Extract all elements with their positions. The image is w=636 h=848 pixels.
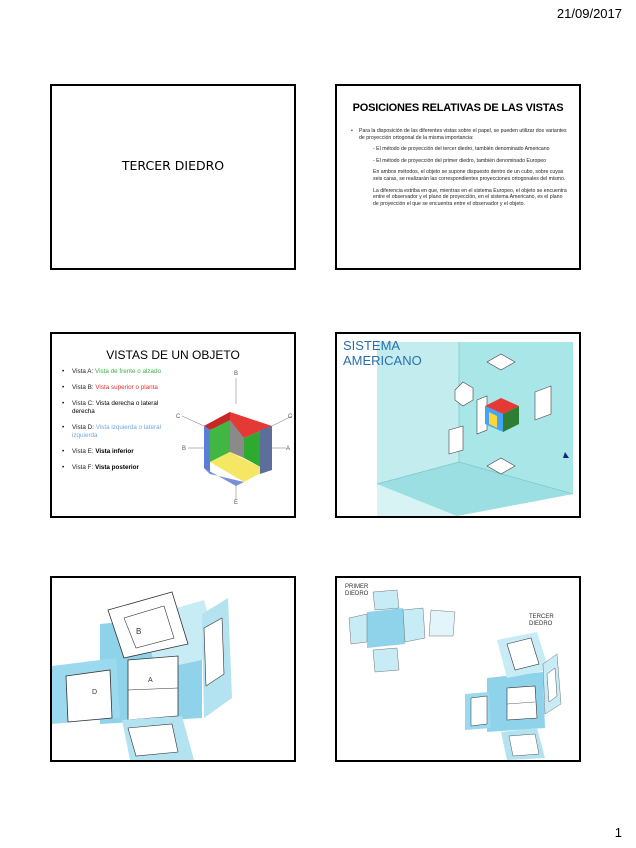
figure-label-b: B <box>234 371 239 377</box>
slide-5[interactable] <box>50 576 296 762</box>
figure-label-d: B <box>182 446 187 452</box>
slide-2[interactable] <box>335 84 581 270</box>
figure-label-e: E <box>234 500 239 504</box>
slide-4[interactable] <box>335 332 581 518</box>
slide-1-title: TERCER DIEDRO <box>121 158 225 173</box>
view-label-b: B <box>136 627 142 636</box>
view-item-b: • Vista B: Vista superior o planta <box>62 384 174 392</box>
view-item-c: • Vista C: Vista derecha o lateral derecha <box>62 400 174 416</box>
object-views-figure <box>174 364 294 504</box>
page-number: 1 <box>614 825 622 840</box>
figure-label-c: C <box>176 414 181 420</box>
unfolded-cube-figure <box>52 578 294 760</box>
slide-2-body <box>351 128 567 212</box>
slide-3[interactable] <box>50 332 296 518</box>
slide-2-paragraph: La diferencia estriba en que, mientras en el sistema Europeo, el objeto se encuentra entre el observador y el plano de proyección, en el sistema Americano, es el plano de proyección el que se encuentra entre el observador y el objeto. <box>373 187 567 207</box>
figure-label-c2: C <box>288 414 293 420</box>
figure-label-a: A <box>286 446 291 452</box>
slide-2-paragraph: - El método de proyección del tercer diedro, también denominado Americano <box>373 146 550 153</box>
view-item-f: • Vista F: Vista posterior <box>62 464 174 472</box>
slide-2-title: POSICIONES RELATIVAS DE LAS VISTAS <box>352 102 564 114</box>
view-item-a: • Vista A: Vista de frente o alzado <box>62 368 174 376</box>
print-date: 21/09/2017 <box>556 6 622 21</box>
slide-3-title: VISTAS DE UN OBJETO <box>106 348 240 362</box>
slide-6[interactable] <box>335 576 581 762</box>
view-label-a: A <box>148 677 153 684</box>
slide-2-paragraph: - El método de proyección del primer diedro, también denominado Europeo <box>373 157 547 164</box>
first-dihedral-label: PRIMER DIEDRO <box>345 584 369 597</box>
slide-4-title: SISTEMA AMERICANO <box>343 338 422 368</box>
slide-2-paragraph: • Para la disposición de las diferentes vistas sobre el papel, se pueden utilizar dos variantes de proyección ortogonal de la misma importancia: <box>351 128 567 141</box>
view-label-d: D <box>92 689 98 696</box>
third-dihedral-label: TERCER DIEDRO <box>529 614 554 627</box>
views-list <box>62 368 174 480</box>
slide-2-paragraph: En ambos métodos, el objeto se supone dispuesto dentro de un cubo, sobre cuyas seis caras, se realizarán las correspondientes proyecciones ortogonales del mismo. <box>373 169 566 182</box>
dihedral-comparison-figure <box>337 578 579 760</box>
slide-1[interactable] <box>50 84 296 270</box>
view-item-d: • Vista D: Vista izquierda o lateral izquierda <box>62 424 174 440</box>
view-item-e: • Vista E: Vista inferior <box>62 448 174 456</box>
